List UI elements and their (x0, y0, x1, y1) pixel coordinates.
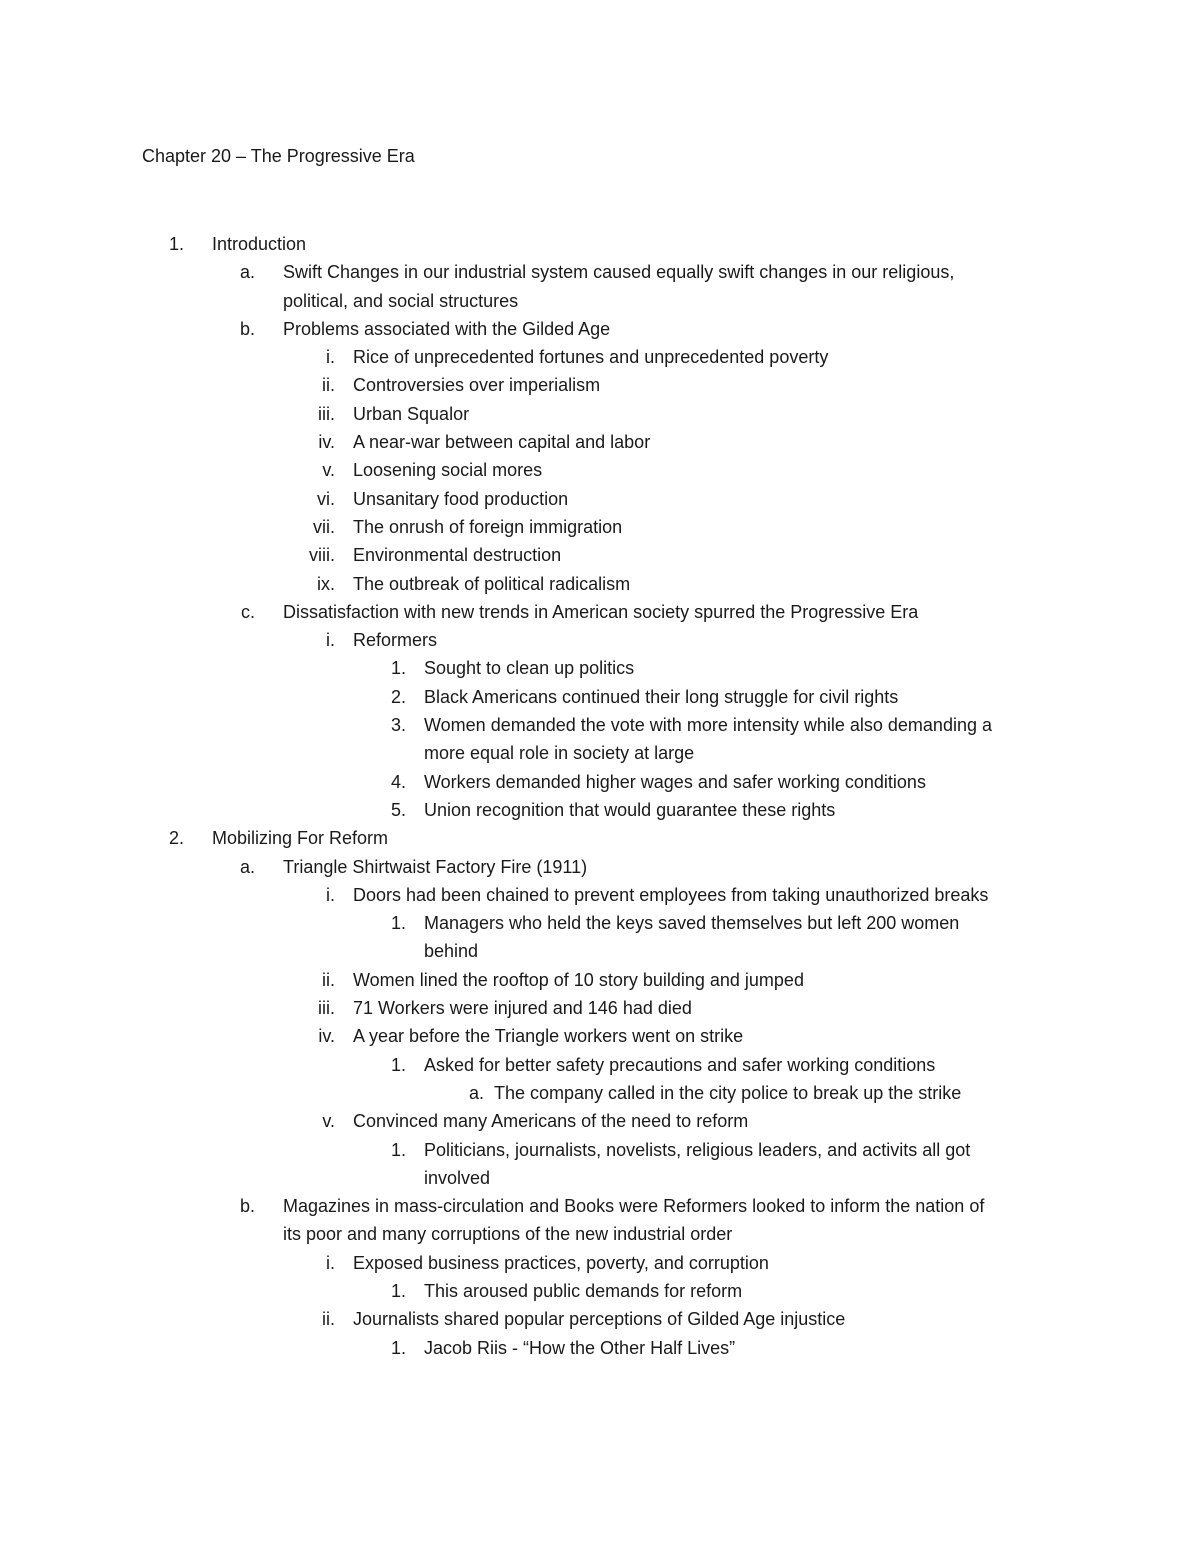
outline-item (0, 1277, 1200, 1305)
outline-text: Women lined the rooftop of 10 story building and jumped (353, 969, 804, 990)
outline-text: Women demanded the vote with more intensity while also demanding a (424, 715, 992, 736)
outline-text: The onrush of foreign immigration (353, 516, 623, 537)
outline-marker: vi. (317, 488, 335, 509)
outline-marker: ii. (322, 969, 335, 990)
outline-item (0, 1136, 1200, 1164)
page-title: Chapter 20 – The Progressive Era (142, 146, 415, 166)
outline-text: Managers who held the keys saved themselves but left 200 women (424, 913, 960, 934)
outline-item (0, 626, 1200, 654)
outline-item (0, 1164, 1200, 1192)
outline-text: Controversies over imperialism (353, 375, 601, 396)
outline-text: A year before the Triangle workers went on strike (353, 1026, 744, 1047)
outline-text: behind (424, 941, 479, 962)
outline-item (0, 1107, 1200, 1135)
outline-text: Sought to clean up politics (424, 658, 635, 679)
outline-item (0, 1079, 1200, 1107)
outline-text: Triangle Shirtwaist Factory Fire (1911) (283, 856, 588, 877)
outline-text: Black Americans continued their long struggle for civil rights (424, 686, 899, 707)
outline-item (0, 1192, 1200, 1220)
outline-marker: vii. (313, 516, 335, 537)
outline-marker: i. (326, 347, 335, 368)
outline-item (0, 966, 1200, 994)
outline-marker: 4. (390, 771, 406, 792)
outline-item (0, 1022, 1200, 1050)
outline-item (0, 739, 1200, 767)
outline-text: its poor and many corruptions of the new industrial order (283, 1224, 733, 1245)
outline-text: Loosening social mores (353, 460, 543, 481)
outline-text: Workers demanded higher wages and safer working conditions (424, 771, 926, 792)
outline-marker: 3. (390, 715, 406, 736)
outline-item (0, 400, 1200, 428)
outline-marker: ix. (317, 573, 335, 594)
outline-marker: a. (239, 856, 255, 877)
outline-marker: iii. (318, 403, 335, 424)
outline-item (0, 371, 1200, 399)
outline-text: involved (424, 1167, 491, 1188)
outline-marker: c. (240, 601, 255, 622)
outline-list (0, 230, 1200, 1362)
outline-item (0, 1220, 1200, 1248)
outline-item (0, 824, 1200, 852)
outline-item (0, 513, 1200, 541)
outline-item (0, 654, 1200, 682)
outline-item (0, 711, 1200, 739)
outline-item (0, 909, 1200, 937)
outline-marker: iv. (318, 432, 335, 453)
outline-marker: ii. (322, 1309, 335, 1330)
outline-text: Urban Squalor (353, 403, 470, 424)
outline-item (0, 541, 1200, 569)
outline-item (0, 598, 1200, 626)
outline-text: more equal role in society at large (424, 743, 695, 764)
outline-item (0, 683, 1200, 711)
outline-marker: a. (468, 1082, 484, 1103)
outline-marker: 1. (390, 1054, 406, 1075)
outline-text: The company called in the city police to break up the strike (494, 1082, 962, 1103)
outline-text: Mobilizing For Reform (212, 828, 389, 849)
outline-marker: b. (239, 318, 255, 339)
outline-item (0, 994, 1200, 1022)
outline-text: Environmental destruction (353, 545, 562, 566)
outline-item (0, 485, 1200, 513)
outline-item (0, 1334, 1200, 1362)
outline-text: A near-war between capital and labor (353, 432, 651, 453)
outline-text: Exposed business practices, poverty, and corruption (353, 1252, 769, 1273)
outline-marker: 1. (390, 913, 406, 934)
outline-item (0, 881, 1200, 909)
outline-marker: 2. (390, 686, 406, 707)
outline-item (0, 796, 1200, 824)
outline-marker: 1. (390, 1280, 406, 1301)
outline-text: Magazines in mass-circulation and Books were Reformers looked to inform the nation of (283, 1196, 985, 1217)
outline-text: Asked for better safety precautions and safer working conditions (424, 1054, 936, 1075)
outline-text: Convinced many Americans of the need to reform (353, 1111, 749, 1132)
outline-item (0, 937, 1200, 965)
outline-text: Jacob Riis - “How the Other Half Lives” (424, 1337, 736, 1358)
outline-marker: i. (326, 630, 335, 651)
outline-marker: 2. (168, 828, 184, 849)
outline-item (0, 428, 1200, 456)
outline-marker: 1. (390, 1337, 406, 1358)
outline-text: Reformers (353, 630, 438, 651)
outline-text: This aroused public demands for reform (424, 1280, 743, 1301)
outline-marker: iv. (318, 1026, 335, 1047)
outline-text: The outbreak of political radicalism (353, 573, 631, 594)
outline-item (0, 287, 1200, 315)
outline-marker: 1. (168, 234, 184, 254)
outline-item (0, 1249, 1200, 1277)
outline-text: Union recognition that would guarantee these rights (424, 799, 836, 820)
outline-text: Introduction (212, 234, 307, 254)
outline-marker: 5. (390, 799, 406, 820)
outline-item (0, 343, 1200, 371)
outline-marker: ii. (322, 375, 335, 396)
outline-text: Dissatisfaction with new trends in American society spurred the Progressive Era (283, 601, 919, 622)
outline-text: Swift Changes in our industrial system caused equally swift changes in our religious, (283, 262, 955, 283)
outline-text: Problems associated with the Gilded Age (283, 318, 611, 339)
outline-item (0, 570, 1200, 598)
outline-marker: i. (326, 884, 335, 905)
outline-marker: i. (326, 1252, 335, 1273)
outline-text: Unsanitary food production (353, 488, 569, 509)
outline-text: political, and social structures (283, 290, 519, 311)
outline-marker: iii. (318, 998, 335, 1019)
outline-item (0, 315, 1200, 343)
outline-item (0, 1051, 1200, 1079)
outline-text: 71 Workers were injured and 146 had died (353, 998, 692, 1019)
outline-item (0, 853, 1200, 881)
outline-item (0, 768, 1200, 796)
outline-marker: 1. (390, 658, 406, 679)
outline-item (0, 258, 1200, 286)
outline-text: Journalists shared popular perceptions of Gilded Age injustice (353, 1309, 846, 1330)
outline-item (0, 456, 1200, 484)
outline-marker: b. (239, 1196, 255, 1217)
outline-text: Rice of unprecedented fortunes and unprecedented poverty (353, 347, 829, 368)
outline-marker: 1. (390, 1139, 406, 1160)
outline-marker: v. (322, 1111, 335, 1132)
outline-marker: viii. (309, 545, 335, 566)
outline-marker: v. (322, 460, 335, 481)
outline-text: Politicians, journalists, novelists, religious leaders, and activits all got (424, 1139, 971, 1160)
outline-text: Doors had been chained to prevent employees from taking unauthorized breaks (353, 884, 989, 905)
outline-item (0, 1305, 1200, 1333)
outline-marker: a. (239, 262, 255, 283)
outline-item (0, 230, 1200, 258)
